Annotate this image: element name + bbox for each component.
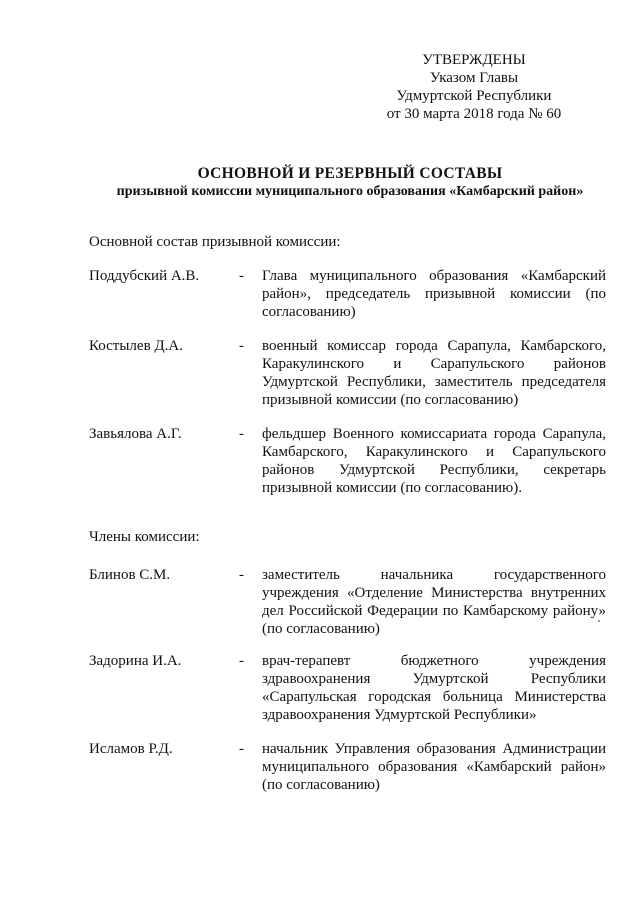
member-description: заместитель начальника государственного учреждения «Отделение Министерства внутренних дел Российской Федерации по Камбарскому району» (по согласованию) (262, 567, 606, 637)
member-description: военный комиссар города Сарапула, Камбарского, Каракулинского и Сарапульского районов Удмуртской Республики, заместитель председателя призывной комиссии (по согласованию) (262, 338, 606, 408)
member-entry (89, 566, 606, 638)
member-dash: - (239, 338, 244, 354)
main-composition-heading: Основной состав призывной комиссии: (89, 234, 341, 250)
member-name: Костылев Д.А. (89, 338, 183, 354)
member-entry (89, 740, 606, 794)
member-name: Завьялова А.Г. (89, 426, 182, 442)
approval-status: УТВЕРЖДЕНЫ (422, 52, 526, 68)
member-name: Задорина И.А. (89, 653, 182, 669)
member-entry (89, 652, 606, 724)
approval-date: от 30 марта 2018 года № 60 (386, 106, 562, 122)
member-dash: - (239, 268, 244, 284)
member-dash: - (239, 426, 244, 442)
member-name: Исламов Р.Д. (89, 741, 173, 757)
member-dash: - (239, 567, 244, 583)
member-name: Поддубский А.В. (89, 268, 200, 284)
committee-members-heading: Члены комиссии: (89, 529, 200, 545)
approval-authority: Удмуртской Республики (396, 88, 552, 104)
document-title-main: ОСНОВНОЙ И РЕЗЕРВНЫЙ СОСТАВЫ (197, 165, 503, 182)
approval-decree: Указом Главы (429, 70, 519, 86)
document-title (60, 165, 640, 201)
member-description: врач-терапевт бюджетного учреждения здравоохранения Удмуртской Республики «Сарапульская городская больница Министерства здравоохранения Удмуртской Республики» (262, 653, 606, 723)
member-entry (89, 337, 606, 409)
scan-speck (598, 620, 600, 622)
member-description: начальник Управления образования Администрации муниципального образования «Камбарский район» (по согласованию) (262, 741, 606, 793)
approval-stamp (384, 51, 564, 123)
document-title-subtitle: призывной комиссии муниципального образования «Камбарский район» (116, 184, 584, 199)
member-entry (89, 267, 606, 321)
member-dash: - (239, 653, 244, 669)
member-description: фельдшер Военного комиссариата города Сарапула, Камбарского, Каракулинского и Сарапульского районов Удмуртской Республики, секретарь призывной комиссии (по согласованию). (262, 426, 606, 496)
member-description: Глава муниципального образования «Камбарский район», председатель призывной комиссии (по согласованию) (262, 268, 606, 320)
member-dash: - (239, 741, 244, 757)
member-entry (89, 425, 606, 497)
member-name: Блинов С.М. (89, 567, 171, 583)
